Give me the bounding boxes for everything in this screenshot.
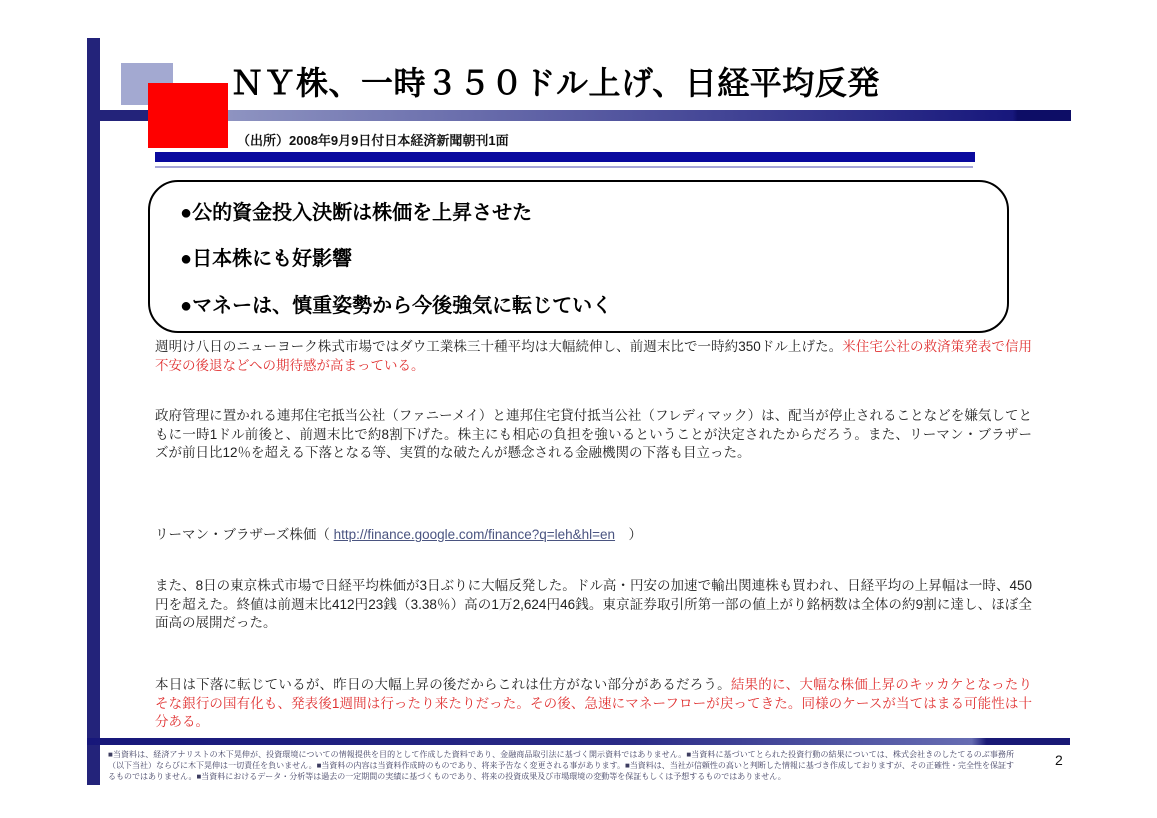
header-rule-bar — [100, 110, 1071, 121]
summary-bullet-2: ●日本株にも好影響 — [180, 248, 353, 270]
paragraph-ny-market-black: 週明け八日のニューヨーク株式市場ではダウ工業株三十種平均は大幅続伸し、前週末比で一時約350ドル上げた。 — [155, 339, 843, 354]
paragraph-ny-market-red: 米住宅公社の救済策発表で信用不安の後退などへの期待感が高まっている。 — [155, 339, 1033, 373]
summary-box — [148, 180, 1009, 333]
decor-square-red — [148, 83, 228, 148]
paragraph-tokyo-market: また、8日の東京株式市場で日経平均株価が3日ぶりに大幅反発した。ドル高・円安の加速で輸出関連株も買われ、日経平均の上昇幅は一時、450円を超えた。終値は前週末比412円23銭（3.38％）高の1万2,624円46銭。東京証券取引所第一部の値上がり銘柄数は全体の約9割に達し、ほぼ全面高の展開だった。 — [155, 578, 1032, 631]
lehman-link-line — [155, 526, 1032, 545]
left-accent-bar — [87, 38, 100, 785]
paragraph-outlook — [155, 676, 1032, 732]
paragraph-outlook-black: 本日は下落に転じているが、昨日の大幅上昇の後だからこれは仕方がない部分があるだろう。 — [155, 677, 731, 692]
footer-rule-bar — [87, 738, 1070, 745]
paragraph-ny-market — [155, 338, 1032, 375]
lehman-link-label: リーマン・ブラザーズ株価（ — [155, 527, 334, 542]
page-title: ＮＹ株、一時３５０ドル上げ、日経平均反発 — [231, 65, 880, 101]
disclaimer-text: ■当資料は、経済アナリストの木下晃伸が、投資環境についての情報提供を目的として作成した資料であり、金融商品取引法に基づく開示資料ではありません。■当資料に基づいてとられた投資行動の結果については、株式会社きのしたてるのぶ事務所（以下当社）ならびに木下晃伸は一切責任を負いません。■当資料の内容は当資料作成時のものであり、将来予告なく変更される事があります。■当資料は、当社が信頼性の高いと判断した情報に基づき作成しておりますが、その正確性・完全性を保証するものではありません。■当資料におけるデータ・分析等は過去の一定期間の実績に基づくものであり、将来の投資成果及び市場環境の変動等を保証もしくは予想するものではありません。 — [108, 750, 1014, 781]
paragraph-gse: 政府管理に置かれる連邦住宅抵当公社（ファニーメイ）と連邦住宅貸付抵当公社（フレディマック）は、配当が停止されることなどを嫌気してともに一時1ドル前後と、前週末比で約8割下げた。株主にも相応の負担を強いるということが決定されたからだろう。また、リーマン・ブラザーズが前日比12％を超える下落となる等、実質的な破たんが懸念される金融機関の下落も目立った。 — [155, 408, 1032, 461]
source-divider-bar — [155, 152, 975, 162]
summary-bullet-1: ●公的資金投入決断は株価を上昇させた — [180, 202, 533, 224]
lehman-link-suffix: ） — [615, 527, 643, 542]
source-caption: （出所）2008年9月9日付日本経済新聞朝刊1面 — [237, 133, 509, 148]
lehman-stock-link[interactable]: http://finance.google.com/finance?q=leh&hl=en — [333, 527, 616, 542]
summary-bullet-3: ●マネーは、慎重姿勢から今後強気に転じていく — [180, 295, 613, 317]
page-number: 2 — [1055, 752, 1063, 768]
source-divider-line — [155, 166, 973, 168]
paragraph-outlook-red: 結果的に、大幅な株価上昇のキッカケとなったりそな銀行の国有化も、発表後1週間は行ったり来たりだった。その後、急速にマネーフローが戻ってきた。同様のケースが当てはまる可能性は十分ある。 — [155, 677, 1032, 730]
